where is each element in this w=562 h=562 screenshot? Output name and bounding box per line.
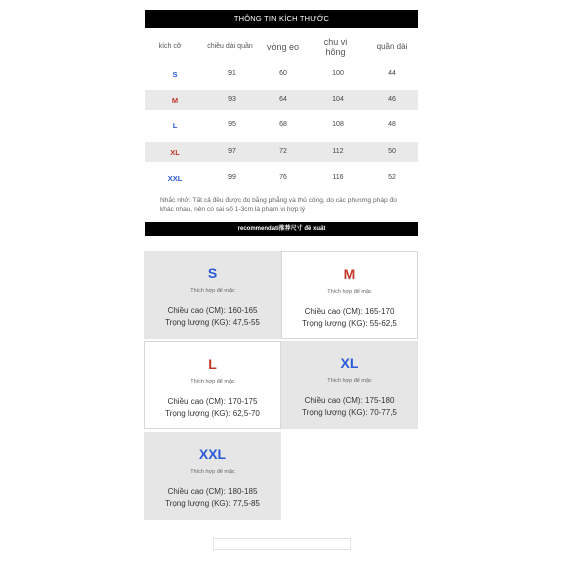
card-height: Chiều cao (CM): 160-165 xyxy=(167,306,258,315)
row-length: 95 xyxy=(228,121,236,128)
row-size: XXL xyxy=(167,174,183,183)
table-row xyxy=(145,62,418,88)
size-card-xxl xyxy=(144,432,281,520)
header-waist: vòng eo xyxy=(266,42,300,52)
size-card-s xyxy=(144,251,281,339)
table-row xyxy=(145,142,418,162)
table-row xyxy=(145,166,418,192)
card-height: Chiều cao (CM): 170-175 xyxy=(167,397,258,406)
card-weight: Trọng lượng (KG): 62,5-70 xyxy=(165,409,260,418)
row-trouser: 52 xyxy=(388,174,396,181)
row-trouser: 50 xyxy=(388,148,396,155)
header-length: chiều dài quần xyxy=(207,43,253,50)
recommendation-title-bar xyxy=(145,222,418,236)
size-card-xl xyxy=(281,341,418,429)
row-length: 91 xyxy=(228,70,236,77)
card-height: Chiều cao (CM): 175-180 xyxy=(304,396,395,405)
row-length: 93 xyxy=(228,96,236,103)
header-hip: chu vi hông xyxy=(323,37,348,57)
table-row xyxy=(145,113,418,139)
row-hip: 108 xyxy=(332,121,344,128)
card-size-label: M xyxy=(343,266,356,282)
row-waist: 72 xyxy=(279,148,287,155)
table-row xyxy=(145,90,418,110)
row-trouser: 48 xyxy=(388,121,396,128)
size-info-title-bar xyxy=(145,10,418,28)
card-weight: Trọng lượng (KG): 47,5-55 xyxy=(165,318,260,327)
row-hip: 112 xyxy=(332,148,344,155)
footer-placeholder-box xyxy=(213,538,351,550)
row-hip: 100 xyxy=(332,70,344,77)
size-card-m xyxy=(281,251,418,339)
card-fit-label: Thích hợp để mặc xyxy=(190,379,235,385)
card-size-label: XL xyxy=(340,355,359,371)
card-fit-label: Thích hợp để mặc xyxy=(327,378,372,384)
card-fit-label: Thích hợp để mặc xyxy=(327,289,372,295)
row-size: S xyxy=(172,70,178,79)
header-trouser: quần dài xyxy=(376,42,408,51)
card-weight: Trọng lượng (KG): 77,5-85 xyxy=(165,499,260,508)
row-waist: 64 xyxy=(279,96,287,103)
row-length: 97 xyxy=(228,148,236,155)
row-size: L xyxy=(172,121,178,130)
row-trouser: 46 xyxy=(388,96,396,103)
row-hip: 104 xyxy=(332,96,344,103)
card-size-label: L xyxy=(208,356,217,372)
row-waist: 76 xyxy=(279,174,287,181)
card-size-label: S xyxy=(207,265,218,281)
row-waist: 68 xyxy=(279,121,287,128)
row-hip: 116 xyxy=(332,174,344,181)
size-info-title: THÔNG TIN KÍCH THƯỚC xyxy=(233,14,330,23)
table-header-row xyxy=(145,37,418,59)
card-size-label: XXL xyxy=(198,446,227,462)
header-size: kích cỡ xyxy=(158,43,182,50)
card-weight: Trọng lượng (KG): 55-62,5 xyxy=(302,319,397,328)
row-length: 99 xyxy=(228,174,236,181)
row-trouser: 44 xyxy=(388,70,396,77)
card-height: Chiều cao (CM): 180-185 xyxy=(167,487,258,496)
card-fit-label: Thích hợp để mặc xyxy=(190,469,235,475)
card-weight: Trọng lượng (KG): 70-77,5 xyxy=(302,408,397,417)
row-size: M xyxy=(171,96,179,105)
card-height: Chiều cao (CM): 165-170 xyxy=(304,307,395,316)
measurement-note: Nhắc nhở: Tất cả đều được đo bằng phẳng và thủ công, do các phương pháp đo khác nhau, nên có sai số 1-3cm là phạm vi hợp lý xyxy=(160,197,397,213)
size-card-l xyxy=(144,341,281,429)
row-size: XL xyxy=(170,148,180,157)
recommendation-title: recommendati推荐尺寸 đề xuất xyxy=(237,226,326,232)
card-fit-label: Thích hợp để mặc xyxy=(190,288,235,294)
row-waist: 60 xyxy=(279,70,287,77)
